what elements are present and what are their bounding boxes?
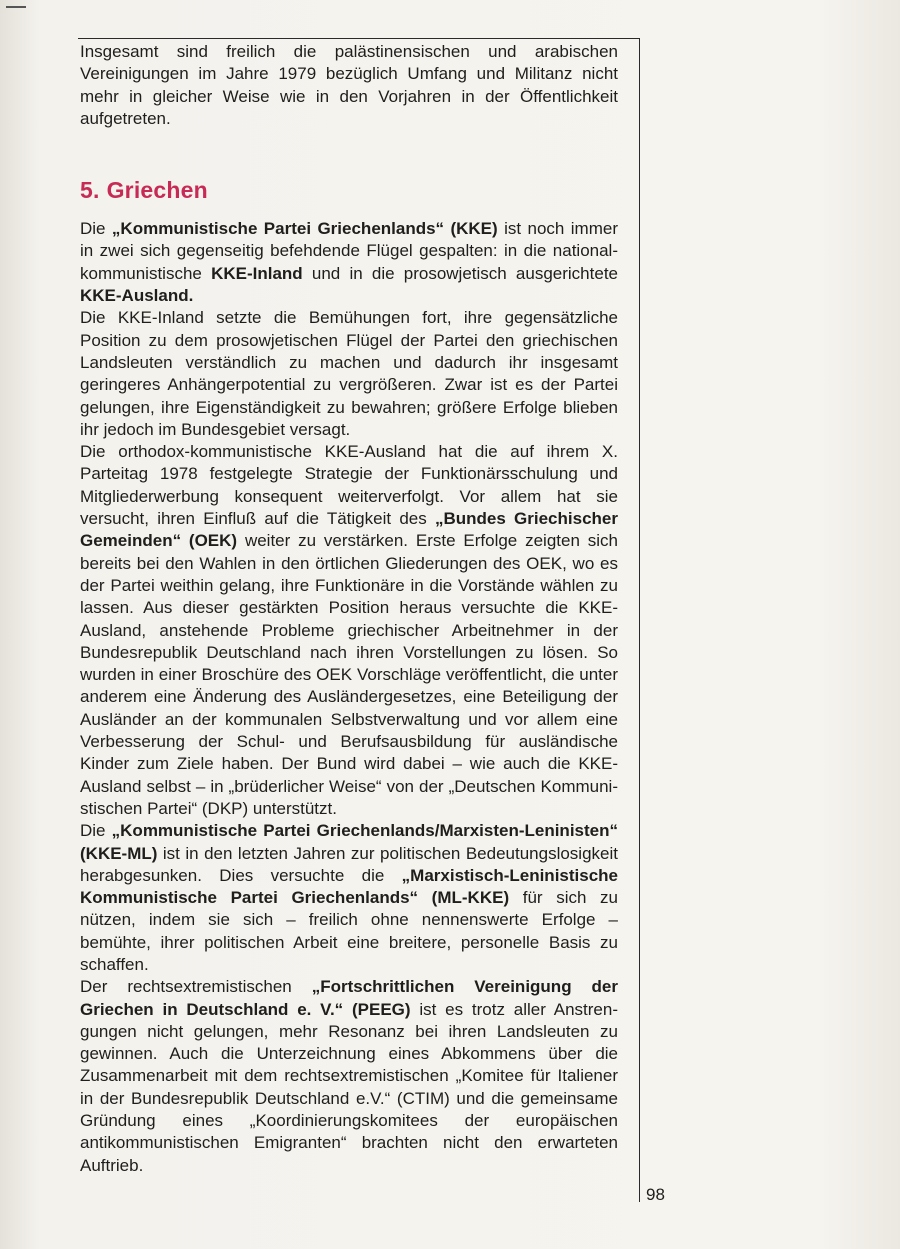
right-rule (639, 38, 640, 1202)
section-heading (80, 176, 618, 204)
text-run: Die KKE-Inland setzte die Bemühungen fort, ihre gegensätzliche Position zu dem prosowjetischen Flügel der Partei den griechischen Landsleuten verständlich zu machen und dadurch ihr insgesamt geringeres Anhängerpotential zu vergrößeren. Zwar ist es der Partei gelungen, ihre Eigenständigkeit zu bewahren; größere Erfolge blieben ihr jedoch im Bundesgebiet versagt. (80, 308, 618, 439)
paragraph-2 (80, 307, 618, 441)
text-run: Die (80, 821, 112, 841)
text-run: Die (80, 219, 112, 239)
top-rule (78, 38, 640, 39)
bold-run: KKE-Ausland. (80, 286, 194, 306)
text-run: Der rechtsextremistischen (80, 977, 312, 997)
bold-run: „Fortschrittlichen Vereinigung der Griechen in Deutschland e. V.“ (PEEG) (80, 977, 618, 1019)
text-run: ist in den letzten Jahren zur politischen Bedeutungslosigkeit herabgesunken. Dies versuchte die (80, 843, 618, 885)
text-run: ist es trotz aller Anstrengungen nicht gelungen, mehr Resonanz bei ihren Landsleuten zu gewinnen. Auch die Unterzeichnung eines Abkommens über die Zusammenarbeit mit dem rechtsextremistischen „Komitee für Italiener in der Bundesrepublik Deutschland e.V.“ (CTIM) und die gemeinsame Gründung eines „Koordinierungskomitees der europäischen antikommunistischen Emigranten“ brachten nicht den erwarteten Auftrieb. (80, 999, 618, 1175)
text-run: für sich zu nützen, indem sie sich – freilich ohne nennenswerte Erfolge – bemühte, ihrer politischen Arbeit eine breitere, personelle Basis zu schaffen. (80, 888, 618, 974)
paragraph-1 (80, 218, 618, 307)
bold-run: KKE-Inland (211, 263, 303, 283)
paragraph-3 (80, 441, 618, 820)
body-text-column (80, 41, 618, 1177)
intro-paragraph: Insgesamt sind freilich die palästinensischen und arabischen Vereinigungen im Jahre 1979 bezüglich Umfang und Militanz nicht mehr in gleicher Weise wie in den Vorjahren in der Öffentlichkeit aufgetreten. (80, 42, 618, 128)
bold-run: „Marxistisch-Leninistische Kommunistische Partei Griechenlands“ (ML-KKE) (80, 865, 618, 908)
paragraph-4 (80, 820, 618, 976)
paragraph-5 (80, 976, 618, 1177)
page-number: 98 (646, 1185, 665, 1204)
section-number: 5. (80, 177, 100, 204)
bold-run: „Bundes Griechischer Gemeinden“ (OEK) (80, 509, 618, 551)
text-run: weiter zu verstärken. Erste Erfolge zeigten sich bereits bei den Wahlen in den örtlichen Gliederungen des OEK, wo es der Partei weithin gelang, ihre Funktionäre in die Vorstände wählen zu lassen. Aus dieser gestärkten Position heraus versuchte die KKE-Ausland, anstehende Probleme griechischer Arbeitnehmer in der Bundesrepublik Deutschland nach ihren Vorstellungen zu lösen. So wurden in einer Broschüre des OEK Vorschläge veröffentlicht, die unter anderem eine Änderung des Ausländergesetzes, eine Beteiligung der Ausländer an der kommunalen Selbstverwaltung und vor allem eine Verbesserung der Schul- und Berufsausbildung für ausländische Kinder zum Ziele haben. Der Bund wird dabei – wie auch die KKE-Ausland selbst – in „brüderlicher Weise“ von der „Deutschen Kommunistischen Partei“ (DKP) unterstützt. (80, 531, 618, 818)
text-run: Die orthodox-kommunistische KKE-Ausland hat die auf ihrem X. Parteitag 1978 festgelegte Strategie der Funktionärsschulung und Mitgliederwerbung konsequent weiterverfolgt. Vor allem hat sie versucht, ihren Einfluß auf die Tätigkeit des (80, 442, 618, 529)
text-run: und in die prosowjetisch ausgerichtete (302, 263, 618, 283)
text-run: ist noch immer in zwei sich gegenseitig befehdende Flügel gespalten: in die national-kommunistische (80, 219, 618, 283)
section-title: Griechen (106, 177, 208, 204)
bold-run: „Kommunistische Partei Griechenlands/Marxisten-Leninisten“ (KKE-ML) (80, 821, 618, 863)
scan-mark (6, 6, 26, 8)
bold-run: „Kommunistische Partei Griechenlands“ (KKE) (111, 219, 498, 239)
